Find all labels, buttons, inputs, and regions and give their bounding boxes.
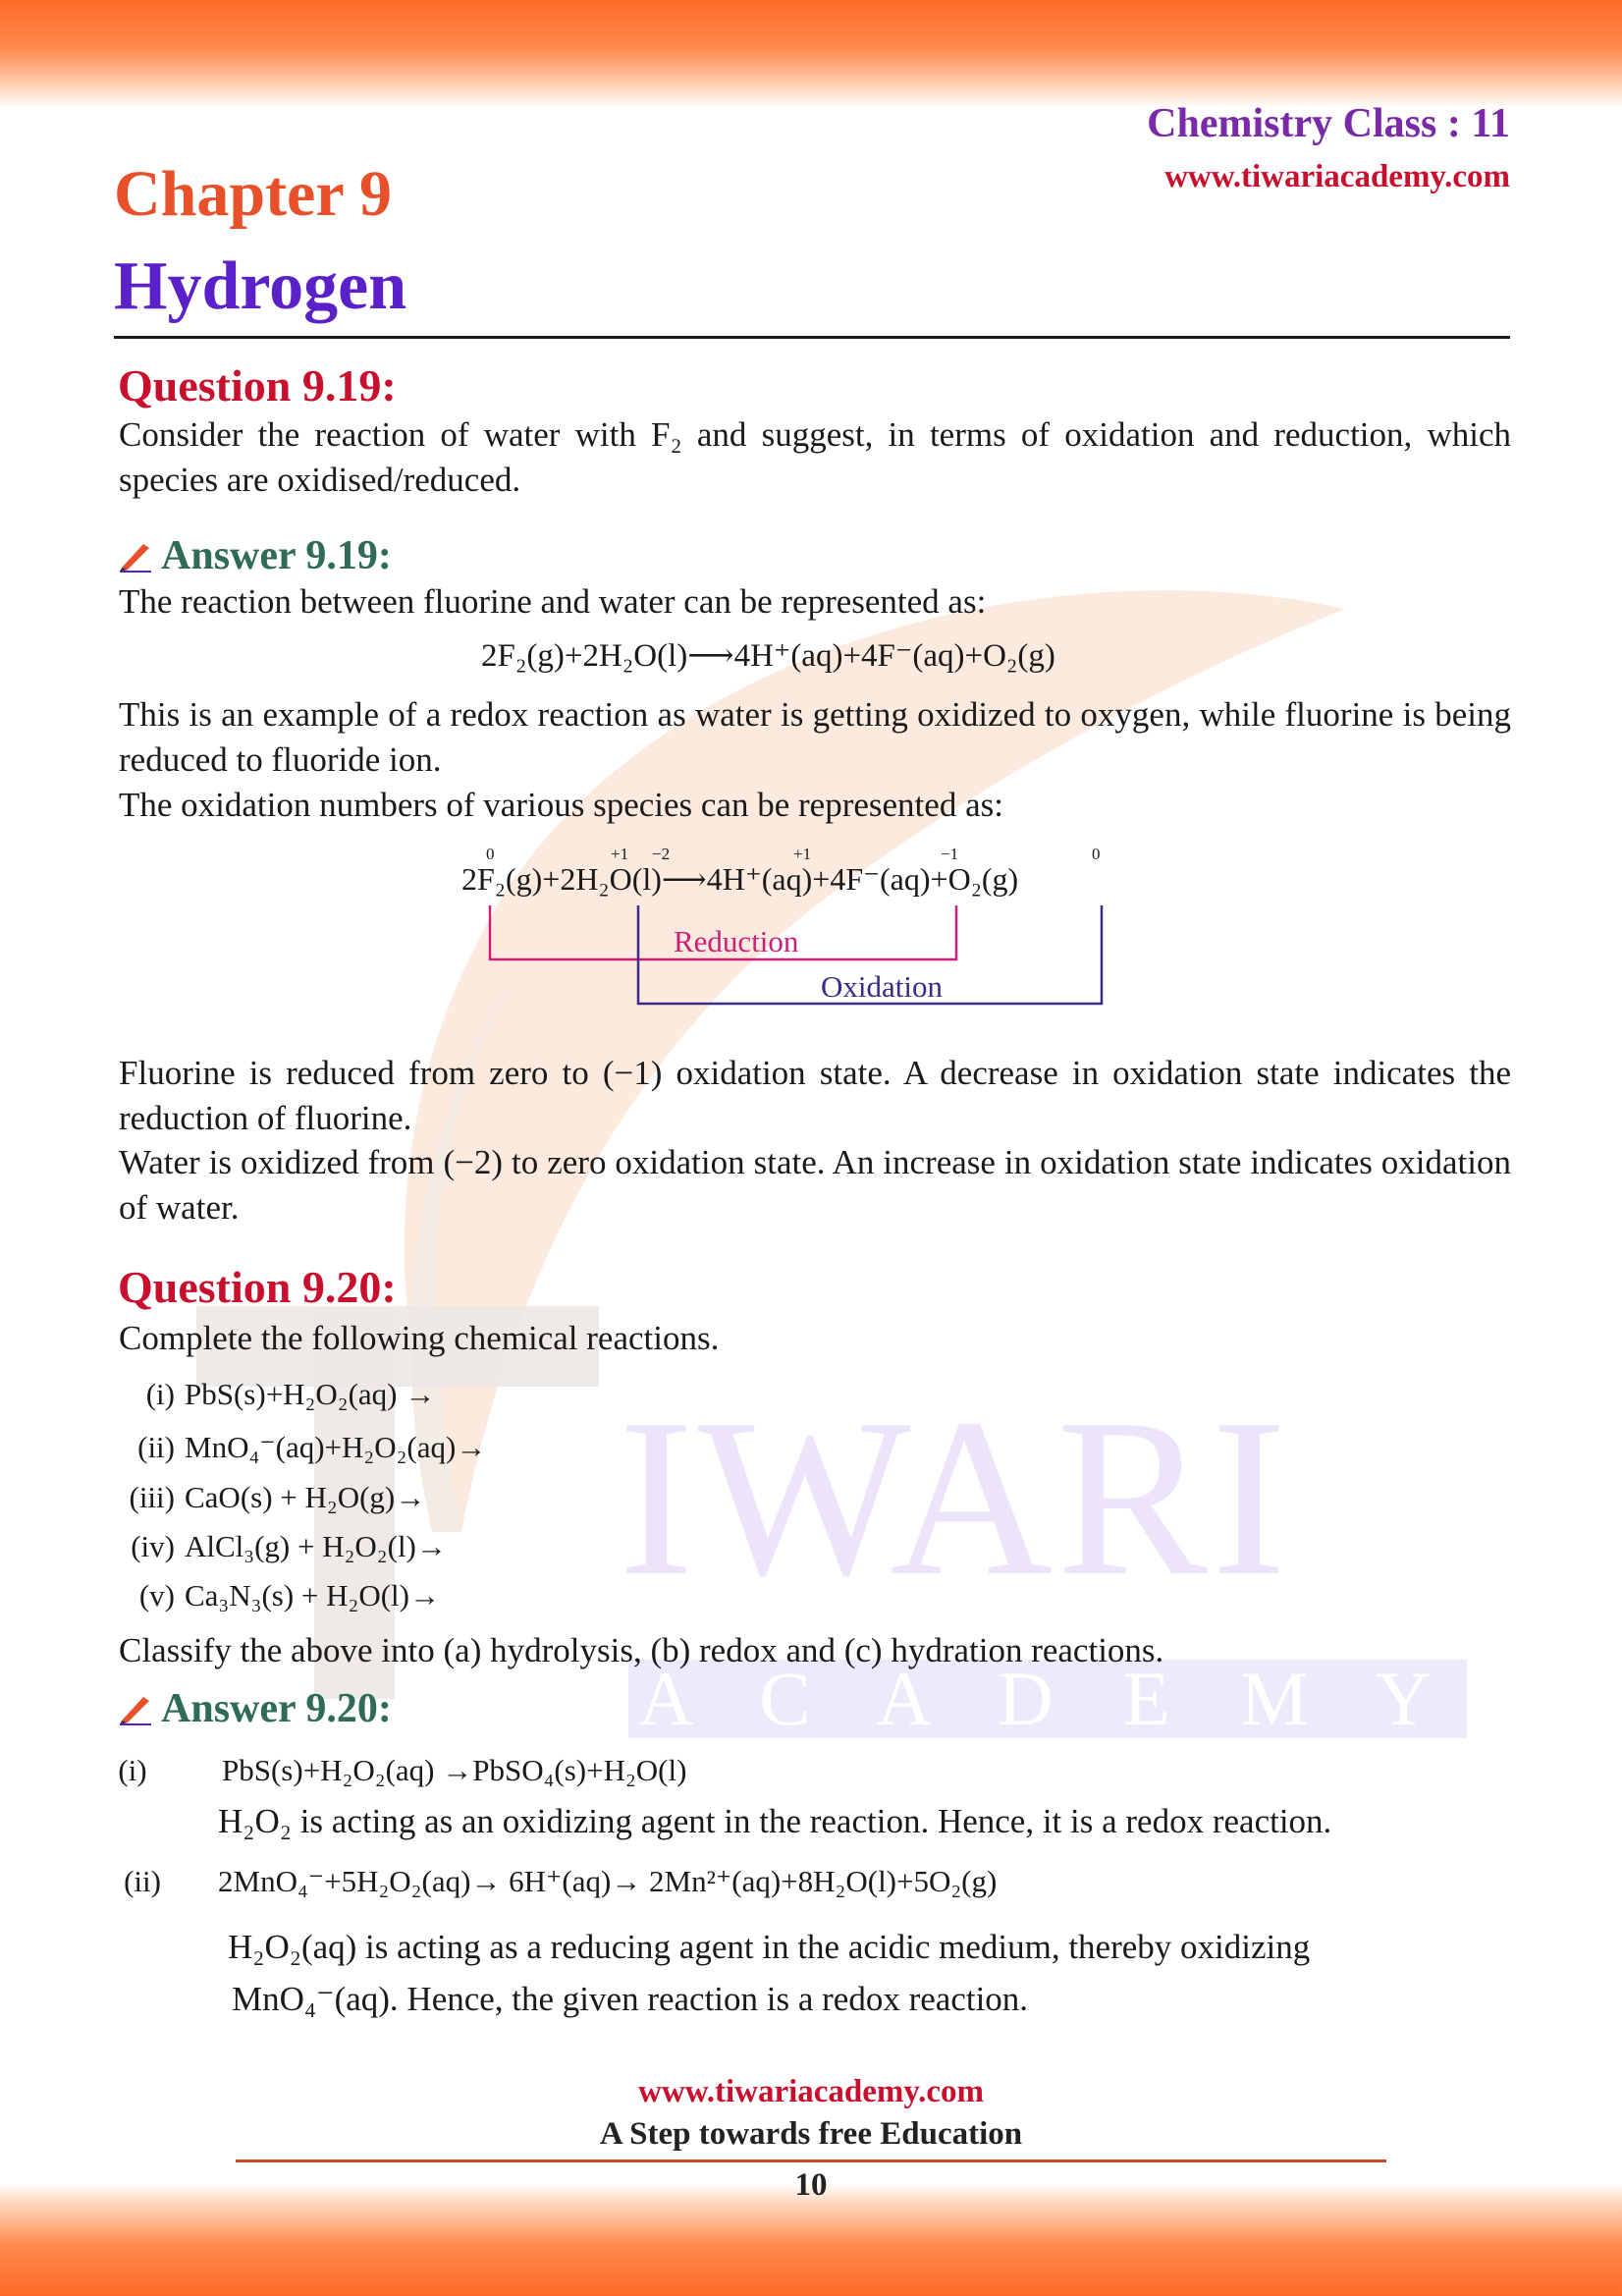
water-conclusion: Water is oxidized from (−2) to zero oxidation state. An increase in oxidation state indicates oxidation of water. bbox=[119, 1143, 1511, 1227]
classify-instruction: Classify the above into (a) hydrolysis, (b) redox and (c) hydration reactions. bbox=[119, 1631, 1164, 1669]
ox-number-f2: 0 bbox=[486, 845, 495, 863]
q20-item-1-number: (i) bbox=[145, 1377, 175, 1411]
q20-item-4-equation: AlCl₃(g) + H₂O₂(l)→ bbox=[185, 1529, 447, 1563]
q20-item-3-equation: CaO(s) + H₂O(g)→ bbox=[185, 1480, 426, 1514]
q20-item-3-number: (iii) bbox=[129, 1480, 175, 1514]
answer-9-19-intro: The reaction between fluorine and water can be represented as: bbox=[119, 582, 987, 621]
page-number: 10 bbox=[794, 2167, 828, 2203]
reduction-label: Reduction bbox=[674, 924, 799, 958]
fluorine-conclusion: Fluorine is reduced from zero to (−1) oxidation state. A decrease in oxidation state indicates the reduction of fluorine. bbox=[119, 1054, 1511, 1137]
ox-number-o2: 0 bbox=[1092, 845, 1101, 863]
footer-tagline: A Step towards free Education bbox=[599, 2116, 1023, 2152]
ox-number-o: −2 bbox=[652, 845, 671, 863]
watermark-word-tiwari: IWARI bbox=[619, 1372, 1291, 1622]
answer-9-20-heading: Answer 9.20: bbox=[161, 1686, 392, 1731]
q20-item-2-number: (ii) bbox=[137, 1430, 175, 1464]
pen-icon bbox=[118, 1691, 153, 1726]
redox-bracket-lines bbox=[0, 0, 1622, 1080]
q20-item-5-number: (v) bbox=[138, 1578, 175, 1613]
footer-site-link[interactable]: www.tiwariacademy.com bbox=[638, 2074, 984, 2109]
question-9-19-text: Consider the reaction of water with F₂ and suggest, in terms of oxidation and reduction, which species are oxidised/reduced. bbox=[119, 415, 1511, 499]
chapter-title: Hydrogen bbox=[114, 248, 407, 324]
question-9-20-heading: Question 9.20: bbox=[118, 1262, 397, 1312]
ox-number-h: +1 bbox=[611, 845, 629, 863]
footer-divider bbox=[236, 2159, 1386, 2162]
class-title: Chemistry Class : 11 bbox=[1147, 101, 1510, 146]
ox-number-h-plus: +1 bbox=[793, 845, 812, 863]
a20-item-2-explanation-line1: H₂O₂(aq) is acting as a reducing agent in the acidic medium, thereby oxidizing bbox=[228, 1928, 1311, 1966]
header-site-link[interactable]: www.tiwariacademy.com bbox=[1164, 159, 1510, 194]
a20-item-2-equation: 2MnO₄⁻+5H₂O₂(aq)→ 6H⁺(aq)→ 2Mn²⁺(aq)+8H₂O(l)+5O₂(g) bbox=[218, 1864, 998, 1898]
oxidation-number-equation: 2F₂(g)+2H₂O(l)⟶4H⁺(aq)+4F⁻(aq)+O₂(g) bbox=[461, 861, 1019, 897]
oxidation-numbers-intro: The oxidation numbers of various species can be represented as: bbox=[119, 786, 1003, 824]
oxidation-label: Oxidation bbox=[821, 969, 943, 1004]
a20-item-1-number: (i) bbox=[118, 1753, 147, 1787]
chapter-number: Chapter 9 bbox=[114, 158, 392, 230]
q20-item-1-equation: PbS(s)+H₂O₂(aq) → bbox=[185, 1377, 436, 1411]
answer-9-19-heading: Answer 9.19: bbox=[161, 533, 392, 578]
q20-item-4-number: (iv) bbox=[131, 1529, 175, 1563]
watermark-word-academy: A C A D E M Y bbox=[628, 1660, 1467, 1738]
question-9-19-heading: Question 9.19: bbox=[118, 360, 397, 410]
ox-number-f-minus: −1 bbox=[941, 845, 959, 863]
a20-item-1-explanation: H₂O₂ is acting as an oxidizing agent in the reaction. Hence, it is a redox reaction. bbox=[218, 1802, 1332, 1840]
question-9-20-intro: Complete the following chemical reactions. bbox=[119, 1319, 720, 1357]
q20-item-5-equation: Ca₃N₃(s) + H₂O(l)→ bbox=[185, 1578, 440, 1613]
q20-item-2-equation: MnO₄⁻(aq)+H₂O₂(aq)→ bbox=[185, 1430, 487, 1464]
redox-explanation: This is an example of a redox reaction as water is getting oxidized to oxygen, while fluorine is being reduced to fluoride ion. bbox=[119, 695, 1511, 779]
fluorine-water-equation: 2F₂(g)+2H₂O(l)⟶4H⁺(aq)+4F⁻(aq)+O₂(g) bbox=[481, 638, 1055, 674]
a20-item-2-number: (ii) bbox=[124, 1864, 161, 1898]
a20-item-2-explanation-line2: MnO₄⁻(aq). Hence, the given reaction is a redox reaction. bbox=[232, 1980, 1029, 2018]
a20-item-1-equation: PbS(s)+H₂O₂(aq) →PbSO₄(s)+H₂O(l) bbox=[222, 1753, 687, 1787]
